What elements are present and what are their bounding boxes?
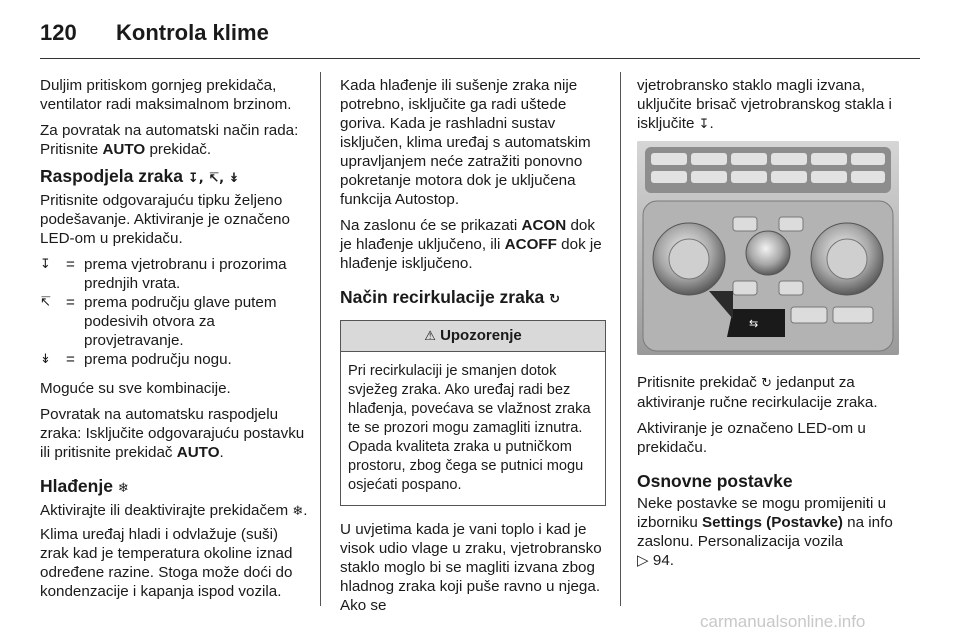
recirculation-icon: ↻ [761, 376, 772, 391]
watermark: carmanualsonline.info [700, 612, 866, 631]
page-number: 120 [40, 20, 77, 45]
warning-icon: ⚠ [424, 329, 436, 344]
column-1 [40, 76, 308, 608]
paragraph: Povratak na automatsku raspodjelu zraka: Isključite odgovarajuću postavku ili pritisnite prekidač AUTO. [40, 406, 305, 461]
warning-text: Pri recirkulaciji je smanjen dotok svježeg zraka. Ako uređaj radi bez hlađenja, povećava se vlažnost zraka te se prozori mogu zamagliti iznutra. Opada kvaliteta zraka u putničkom prostoru, zbog čega se putnici mogu osjećati pospano. [348, 363, 591, 493]
page-reference-link[interactable]: ▷ 94. [637, 552, 675, 569]
paragraph: Neke postavke se mogu promijeniti u izborniku Settings (Postavke) na info zaslonu. Personalizacija vozila ▷ 94. [637, 495, 893, 569]
definition-row: ↧ = prema vjetrobranu i prozorima prednjih vrata. [40, 256, 287, 292]
paragraph: Duljim pritiskom gornjeg prekidača, ventilator radi maksimalnom brzinom. [40, 77, 292, 113]
footwell-air-icon: ↡ [40, 352, 51, 367]
section-heading-air-distribution: Raspodjela zraka ↧, ↸, ↡ [40, 166, 240, 186]
column-divider-1 [320, 72, 321, 606]
warning-box [340, 320, 606, 506]
paragraph: Pritisnite odgovarajuću tipku željeno podešavanje. Aktiviranje je označeno LED-om u prekidaču. [40, 192, 290, 247]
paragraph: Aktiviranje je označeno LED-om u prekidaču. [637, 420, 866, 456]
warning-header [341, 321, 605, 352]
windscreen-air-icon: ↧ [698, 117, 710, 132]
paragraph: U uvjetima kada je vani toplo i kad je visok udio vlage u zraku, vjetrobransko staklo moglo bi se magliti izvana zbog hladnog zraka koji puše ravno u njega. Ako se [340, 521, 602, 614]
column-divider-2 [620, 72, 621, 606]
paragraph: Moguće su sve kombinacije. [40, 380, 231, 397]
paragraph: Pritisnite prekidač ↻ jedanput za aktiviranje ručne recirkulacije zraka. [637, 374, 878, 411]
windscreen-air-icon: ↧ [40, 257, 51, 272]
definition-row: ↡ = prema području nogu. [40, 351, 232, 368]
header-rule [40, 58, 920, 59]
section-heading-cooling: Hlađenje ❄ [40, 476, 129, 496]
snowflake-icon: ❄ [292, 504, 304, 519]
warning-title: Upozorenje [440, 327, 522, 344]
page-title: Kontrola klime [116, 20, 269, 45]
air-distribution-icons: ↧, ↸, ↡ [187, 171, 240, 186]
column-3 [637, 76, 903, 577]
paragraph: Aktivirajte ili deaktivirajte prekidačem ❄. [40, 502, 308, 519]
paragraph: Klima uređaj hladi i odvlažuje (suši) zrak kad je temperatura okoline iznad određene razine. Stoga može doći do kondenzacije i kapanja ispod vozila. [40, 526, 293, 600]
paragraph: Na zaslonu će se prikazati ACON dok je hlađenje uključeno, ili ACOFF dok je hlađenje isključeno. [340, 217, 602, 272]
paragraph: Kada hlađenje ili sušenje zraka nije potrebno, isključite ga radi uštede goriva. Kada je rashladni sustav isključen, klima uređaj s automatskim upravljanjem neće zatražiti ponovno pokretanje motora dok je uključena funkcija Autostop. [340, 77, 591, 208]
definition-list [40, 255, 308, 369]
definition-row: ↸ = prema području glave putem podesivih otvora za provjetravanje. [40, 294, 277, 349]
column-2 [340, 76, 606, 622]
snowflake-icon: ❄ [117, 481, 129, 496]
head-air-icon: ↸ [40, 295, 51, 310]
recirculation-icon: ↻ [549, 292, 561, 307]
section-heading-basic-settings: Osnovne postavke [637, 471, 793, 491]
climate-panel-illustration [637, 141, 899, 355]
climate-control-panel-photo [637, 141, 899, 355]
paragraph: vjetrobransko staklo magli izvana, uključite brisač vjetrobranskog stakla i isključite ↧. [637, 77, 892, 132]
svg-text:⇆: ⇆ [749, 317, 759, 330]
section-heading-recirculation: Način recirkulacije zraka ↻ [340, 287, 561, 307]
page-header [40, 18, 920, 58]
paragraph: Za povratak na automatski način rada: Pritisnite AUTO prekidač. [40, 122, 299, 158]
